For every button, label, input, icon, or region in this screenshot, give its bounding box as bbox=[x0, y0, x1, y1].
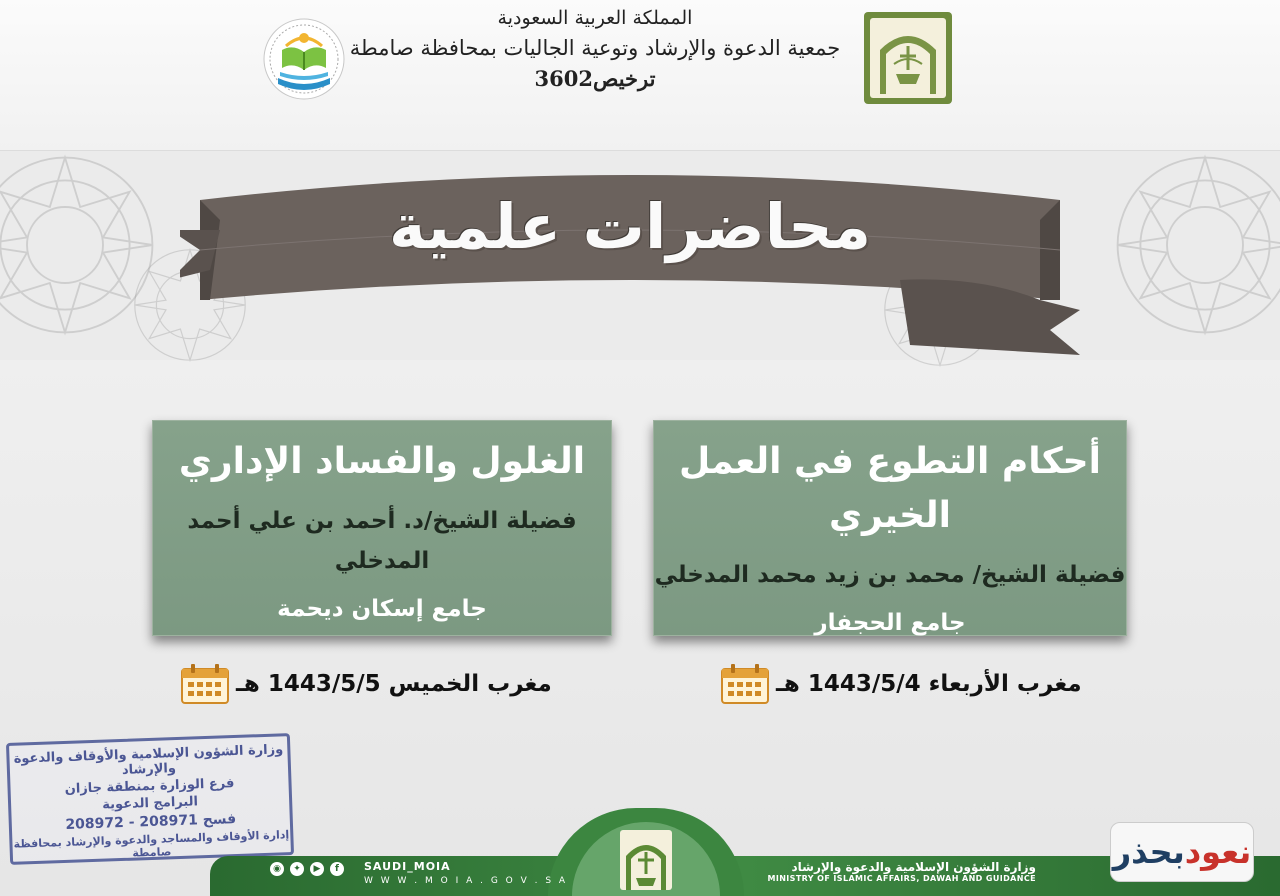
calendar-icon bbox=[720, 663, 770, 705]
lecture-mosque: جامع إسكان ديحمة bbox=[277, 596, 487, 622]
ministry-emblem-icon bbox=[862, 10, 954, 106]
lecture-card bbox=[152, 420, 612, 636]
approval-stamp bbox=[6, 733, 294, 865]
ministry-name-en: MINISTRY OF ISLAMIC AFFAIRS, DAWAH AND GUIDANCE bbox=[767, 874, 1036, 883]
rosette-ornament-icon bbox=[1110, 150, 1280, 340]
website-url: W W W . M O I A . G O V . S A bbox=[364, 876, 568, 886]
lecture-date-row bbox=[720, 660, 1100, 708]
stamp-branch: فرع الوزارة بمنطقة جازان bbox=[64, 776, 235, 797]
association-name: جمعية الدعوة والإرشاد وتوعية الجاليات بمحافظة صامطة bbox=[349, 36, 841, 60]
lecture-title: الغلول والفساد الإداري bbox=[178, 441, 586, 482]
stamp-phones: 208972 - 208971 فسح bbox=[65, 811, 237, 833]
lecture-date: مغرب الخميس 1443/5/5 هـ bbox=[236, 671, 552, 697]
header-text bbox=[330, 4, 860, 94]
campaign-word-2: بحذر bbox=[1112, 833, 1185, 871]
lecture-speaker: فضيلة الشيخ/ محمد بن زيد محمد المدخلي bbox=[654, 562, 1126, 588]
lecture-mosque: جامع الحجفار bbox=[814, 610, 966, 636]
social-icons bbox=[270, 862, 344, 876]
social-handle: SAUDI_MOIA bbox=[364, 860, 451, 873]
lecture-date-row bbox=[180, 660, 600, 708]
lecture-title: أحكام التطوع في العمل الخيري bbox=[679, 441, 1101, 536]
license-number: ترخيص3602 bbox=[534, 66, 656, 91]
ministry-emblem-icon bbox=[598, 826, 694, 892]
ministry-name-ar: وزارة الشؤون الإسلامية والدعوة والإرشاد bbox=[791, 860, 1036, 874]
ministry-brand bbox=[746, 860, 1036, 883]
stamp-office: إدارة الأوقاف والمساجد والدعوة والإرشاد بمحافظة صامطة bbox=[13, 828, 290, 860]
campaign-badge bbox=[1110, 822, 1254, 882]
campaign-word-1: نعود bbox=[1184, 833, 1252, 871]
banner-title: محاضرات علمية bbox=[388, 190, 872, 263]
stamp-ministry: وزارة الشؤون الإسلامية والأوقاف والدعوة والإرشاد bbox=[13, 742, 284, 778]
kingdom-name: المملكة العربية السعودية bbox=[497, 7, 693, 29]
lecture-speaker: فضيلة الشيخ/د. أحمد بن علي أحمد المدخلي bbox=[187, 508, 577, 574]
lecture-card bbox=[653, 420, 1127, 636]
facebook-icon[interactable]: f bbox=[330, 862, 344, 876]
stamp-department: البرامج الدعوية bbox=[102, 794, 199, 813]
lecture-date: مغرب الأربعاء 1443/5/4 هـ bbox=[776, 671, 1082, 697]
calendar-icon bbox=[180, 663, 230, 705]
twitter-icon[interactable]: ✦ bbox=[290, 862, 304, 876]
youtube-icon[interactable]: ▶ bbox=[310, 862, 324, 876]
instagram-icon[interactable]: ◉ bbox=[270, 862, 284, 876]
